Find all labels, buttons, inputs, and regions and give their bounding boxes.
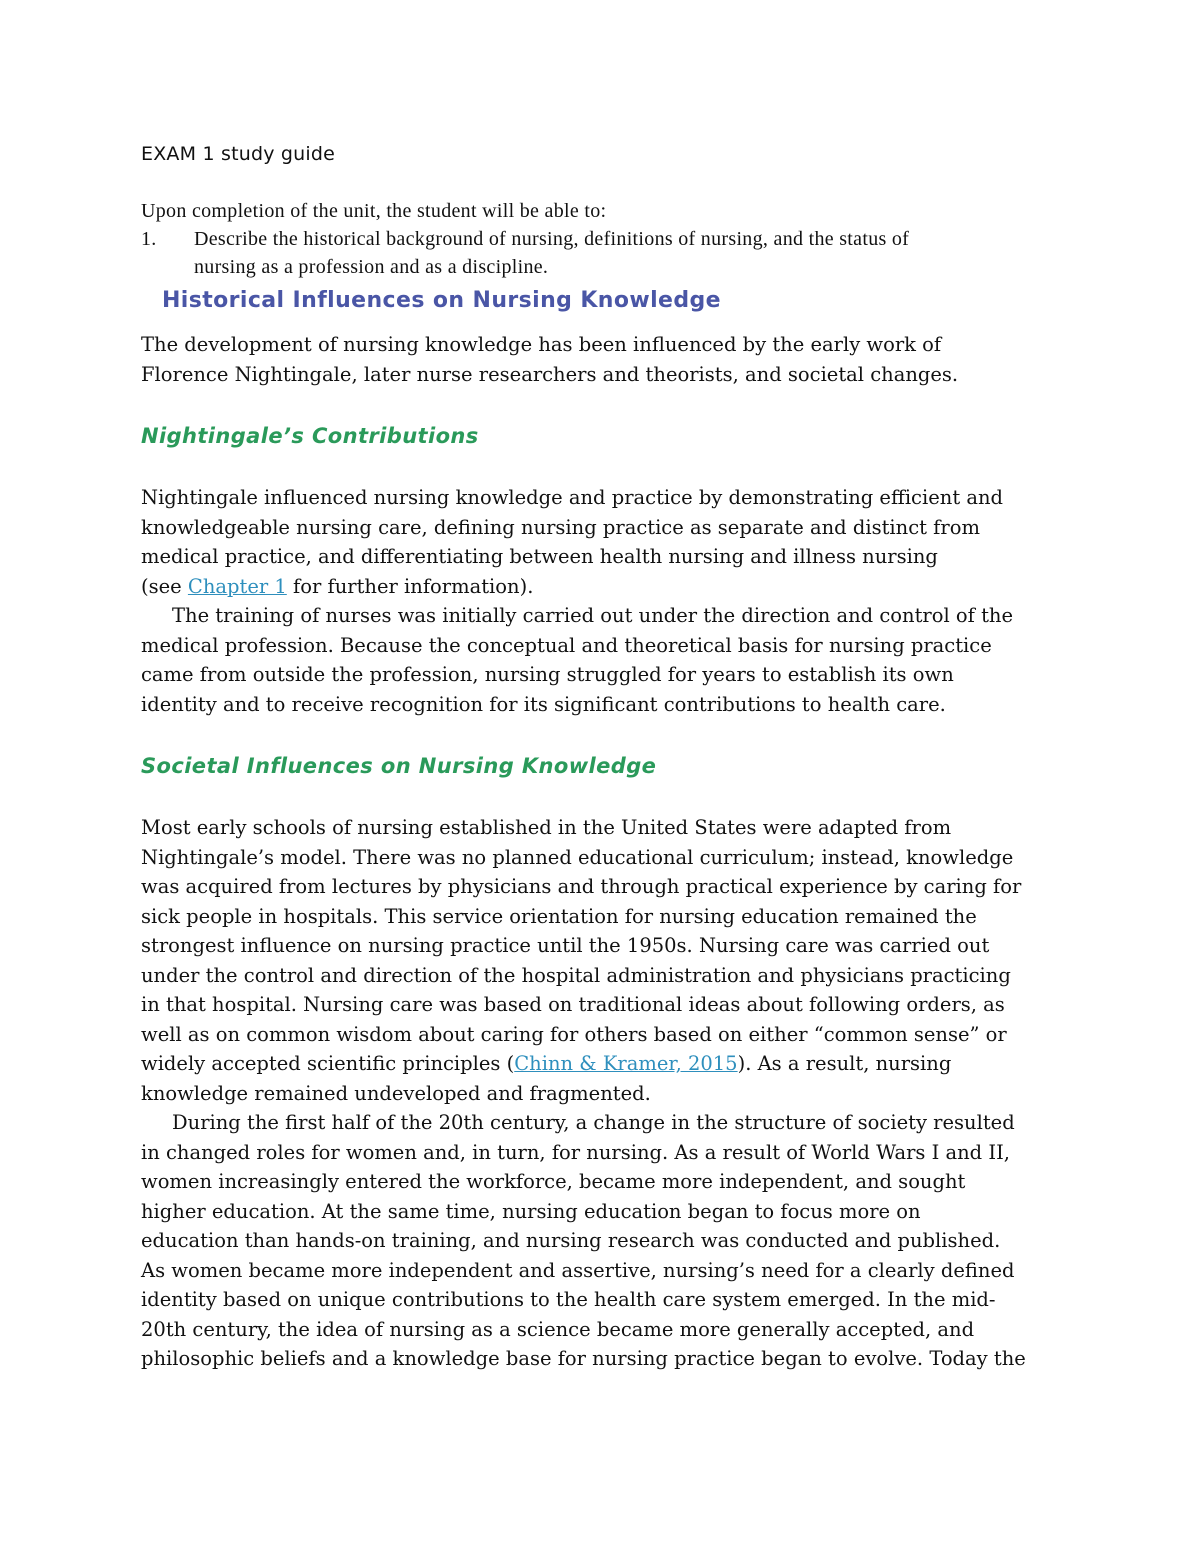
- paragraph-line: The development of nursing knowledge has been influenced by the early work of: [141, 333, 942, 356]
- paragraph-line: in changed roles for women and, in turn, for nursing. As a result of World Wars I and II,: [141, 1140, 1010, 1164]
- objective-number: 1.: [141, 228, 157, 250]
- paragraph-line: 20th century, the idea of nursing as a science became more generally accepted, and: [141, 1317, 975, 1341]
- objectives-list: [141, 225, 1041, 281]
- paragraph-historical-intro: [141, 330, 1061, 389]
- paragraph-line: higher education. At the same time, nursing education began to focus more on: [141, 1199, 921, 1223]
- paragraph-line: well as on common wisdom about caring for others based on either “common sense” or: [141, 1022, 1007, 1046]
- paragraph-line: identity based on unique contributions to the health care system emerged. In the mid-: [141, 1288, 996, 1311]
- paragraph-nightingale-2: [141, 601, 1061, 719]
- paragraph-line: As women became more independent and assertive, nursing’s need for a clearly defined: [141, 1258, 1015, 1282]
- paragraph-line: Nightingale’s model. There was no planned educational curriculum; instead, knowledge: [141, 845, 1014, 869]
- objective-text-line: nursing as a profession and as a discipline.: [194, 256, 549, 278]
- document-title: EXAM 1 study guide: [141, 143, 336, 165]
- paragraph-line: During the first half of the 20th century, a change in the structure of society resulted: [172, 1111, 1015, 1134]
- objectives-intro: Upon completion of the unit, the student will be able to:: [141, 200, 607, 222]
- paragraph-line: knowledgeable nursing care, defining nursing practice as separate and distinct from: [141, 515, 980, 539]
- heading-historical-influences: Historical Influences on Nursing Knowledge: [162, 288, 721, 313]
- objective-item: [141, 225, 1041, 281]
- paragraph-line: medical practice, and differentiating between health nursing and illness nursing: [141, 545, 938, 568]
- paragraph-line: Most early schools of nursing established in the United States were adapted from: [141, 816, 952, 839]
- paragraph-line: identity and to receive recognition for its significant contributions to health care.: [141, 692, 946, 716]
- paragraph-line: medical profession. Because the conceptual and theoretical basis for nursing practice: [141, 633, 992, 657]
- paragraph-line: in that hospital. Nursing care was based on traditional ideas about following orders, as: [141, 993, 1005, 1016]
- paragraph-line: The training of nurses was initially carried out under the direction and control of the: [172, 604, 1014, 627]
- chinn-kramer-citation-link[interactable]: Chinn & Kramer, 2015: [514, 1052, 738, 1075]
- paragraph-line: strongest influence on nursing practice until the 1950s. Nursing care was carried out: [141, 934, 990, 957]
- text-segment: ). As a result, nursing: [737, 1052, 952, 1075]
- paragraph-line: women increasingly entered the workforce, became more independent, and sought: [141, 1170, 966, 1193]
- paragraph-nightingale-1: [141, 483, 1061, 601]
- text-segment: for further information).: [286, 574, 534, 598]
- paragraph-line: [141, 572, 1061, 602]
- text-segment: widely accepted scientific principles (: [141, 1052, 515, 1075]
- chapter-1-link[interactable]: Chapter 1: [187, 574, 287, 598]
- paragraph-line: sick people in hospitals. This service orientation for nursing education remained the: [141, 904, 977, 928]
- paragraph-line: came from outside the profession, nursing struggled for years to establish its own: [141, 663, 954, 686]
- paragraph-line: education than hands-on training, and nursing research was conducted and published.: [141, 1229, 1001, 1252]
- heading-societal-influences: Societal Influences on Nursing Knowledge: [141, 754, 657, 778]
- paragraph-line: Nightingale influenced nursing knowledge and practice by demonstrating efficient and: [141, 486, 1004, 509]
- paragraph-line: Florence Nightingale, later nurse researchers and theorists, and societal changes.: [141, 362, 959, 386]
- paragraph-line: was acquired from lectures by physicians and through practical experience by caring for: [141, 875, 1022, 898]
- paragraph-line: philosophic beliefs and a knowledge base for nursing practice began to evolve. Today the: [141, 1347, 1026, 1370]
- objective-text-line: Describe the historical background of nursing, definitions of nursing, and the status of: [194, 228, 910, 250]
- text-segment: (see: [141, 574, 188, 598]
- paragraph-line: [141, 1049, 1061, 1079]
- paragraph-societal-2: [141, 1108, 1061, 1374]
- paragraph-line: knowledge remained undeveloped and fragmented.: [141, 1081, 651, 1105]
- paragraph-societal-1: [141, 813, 1061, 1108]
- paragraph-line: under the control and direction of the hospital administration and physicians practicing: [141, 963, 1011, 987]
- heading-nightingale-contributions: Nightingale’s Contributions: [141, 424, 479, 448]
